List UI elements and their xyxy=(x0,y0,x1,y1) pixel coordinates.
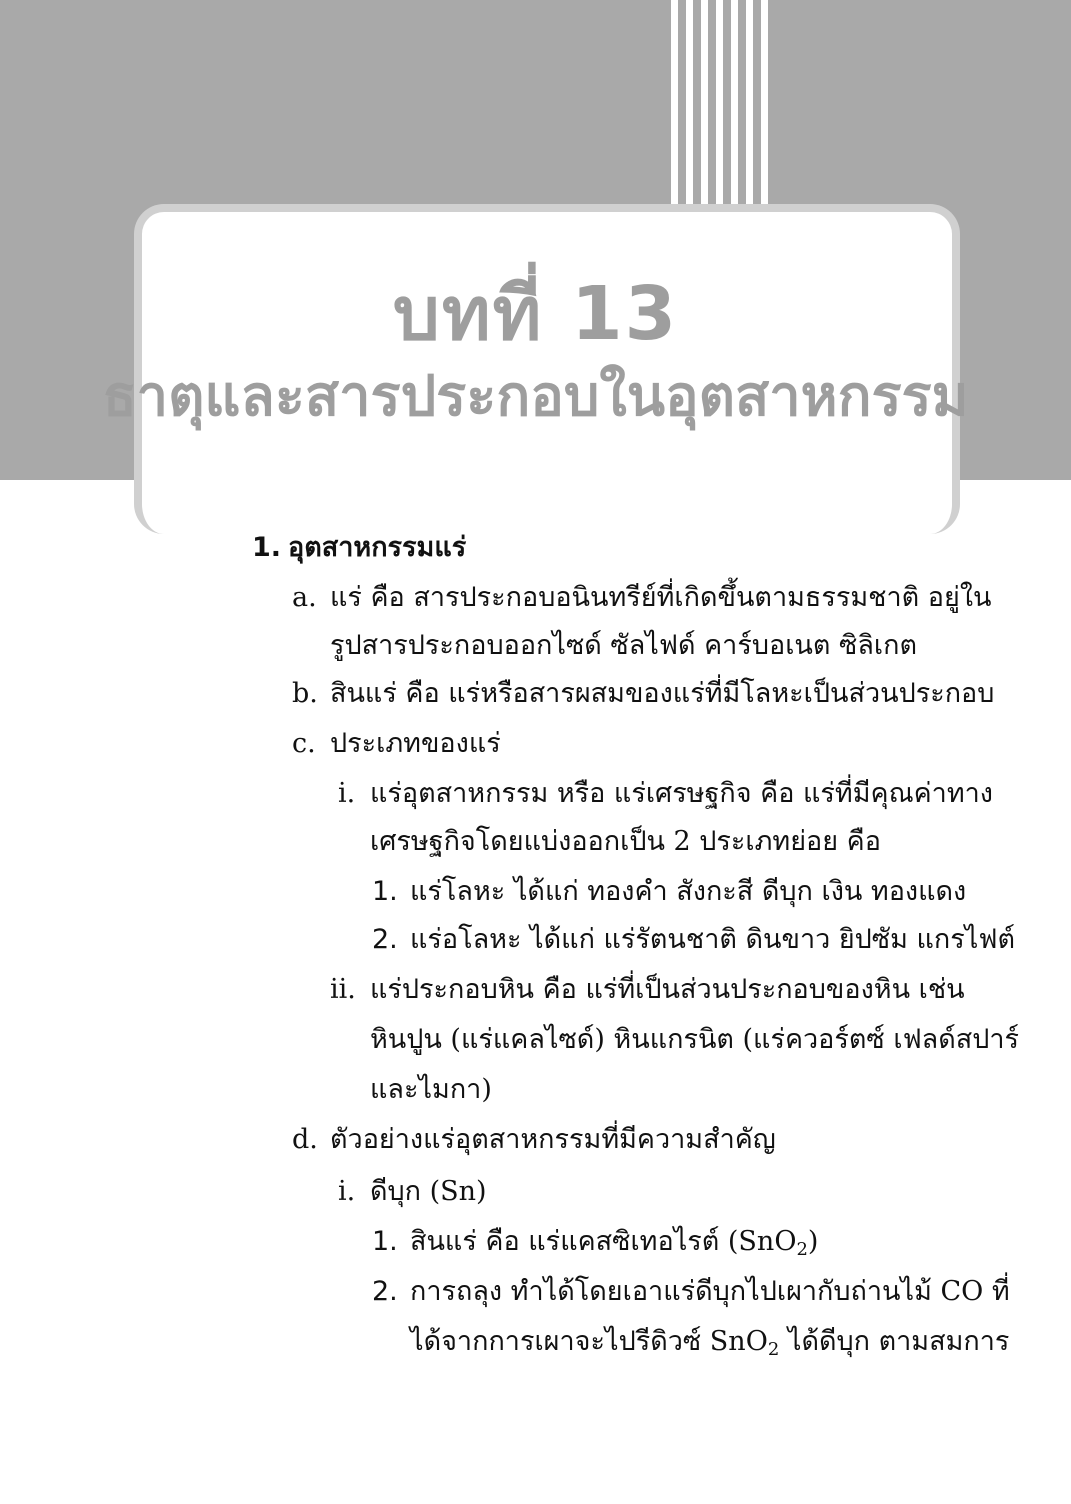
subsubitem-c-i-2: แร่อโลหะ ได้แก่ แร่รัตนชาติ ดินขาว ยิปซัม แกรไฟต์ xyxy=(410,924,1015,955)
subsubitem-marker: 2. xyxy=(372,924,398,955)
item-marker-a: a. xyxy=(292,582,317,613)
subitem-marker-d-i: i. xyxy=(338,1176,356,1207)
subitem-marker-c-ii: ii. xyxy=(330,974,356,1005)
chapter-title: บทที่ 13 xyxy=(392,271,679,357)
subsubitem-marker: 1. xyxy=(372,1226,398,1257)
subitem-d-i-line1: ดีบุก (Sn) xyxy=(370,1176,487,1207)
item-a-line2: รูปสารประกอบออกไซด์ ซัลไฟด์ คาร์บอเนต ซิลิเกต xyxy=(330,630,917,661)
chapter-subtitle: ธาตุและสารประกอบในอุตสาหกรรม xyxy=(102,364,969,429)
subsubitem-d-i-2-line2-post: ได้ดีบุก ตามสมการ xyxy=(779,1326,1010,1357)
subsubitem-marker: 2. xyxy=(372,1276,398,1307)
subsubitem-d-i-1 xyxy=(410,1222,818,1262)
subitem-c-ii-line1: แร่ประกอบหิน คือ แร่ที่เป็นส่วนประกอบของหิน เช่น xyxy=(370,974,965,1005)
item-b-line1: สินแร่ คือ แร่หรือสารผสมของแร่ที่มีโลหะเป็นส่วนประกอบ xyxy=(330,678,995,709)
subsubitem-d-i-2-line2 xyxy=(410,1322,1009,1362)
subitem-marker-c-i: i. xyxy=(338,778,356,809)
item-marker-b: b. xyxy=(292,678,318,709)
subitem-c-i-line1: แร่อุตสาหกรรม หรือ แร่เศรษฐกิจ คือ แร่ที่มีคุณค่าทาง xyxy=(370,778,993,809)
subsubitem-c-i-1: แร่โลหะ ได้แก่ ทองคำ สังกะสี ดีบุก เงิน ทองแดง xyxy=(410,876,967,907)
subsubitem-d-i-2-line1: การถลุง ทำได้โดยเอาแร่ดีบุกไปเผากับถ่านไม้ CO ที่ xyxy=(410,1276,1010,1307)
subitem-c-ii-line3: และไมกา) xyxy=(370,1074,492,1105)
item-d-line1: ตัวอย่างแร่อุตสาหกรรมที่มีความสำคัญ xyxy=(330,1124,776,1155)
item-marker-c: c. xyxy=(292,728,316,759)
item-a-line1: แร่ คือ สารประกอบอนินทรีย์ที่เกิดขึ้นตามธรรมชาติ อยู่ใน xyxy=(330,582,992,613)
subscript: 2 xyxy=(796,1239,808,1260)
subsubitem-d-i-1-text: สินแร่ คือ แร่แคสซิเทอไรต์ (SnO xyxy=(410,1226,797,1257)
item-c-line1: ประเภทของแร่ xyxy=(330,728,501,759)
subitem-c-ii-line2: หินปูน (แร่แคลไซด์) หินแกรนิต (แร่ควอร์ตซ์ เฟลด์สปาร์ xyxy=(370,1024,1020,1055)
subitem-c-i-line2: เศรษฐกิจโดยแบ่งออกเป็น 2 ประเภทย่อย คือ xyxy=(370,826,881,857)
section-heading: อุตสาหกรรมแร่ xyxy=(288,532,467,563)
section-number: 1. xyxy=(252,532,282,563)
subsubitem-marker: 1. xyxy=(372,876,398,907)
subscript: 2 xyxy=(767,1339,780,1360)
closing-paren: ) xyxy=(807,1226,819,1257)
item-marker-d: d. xyxy=(292,1124,318,1155)
subsubitem-d-i-2-line2-pre: ได้จากการเผาจะไปรีดิวซ์ SnO xyxy=(410,1326,768,1357)
